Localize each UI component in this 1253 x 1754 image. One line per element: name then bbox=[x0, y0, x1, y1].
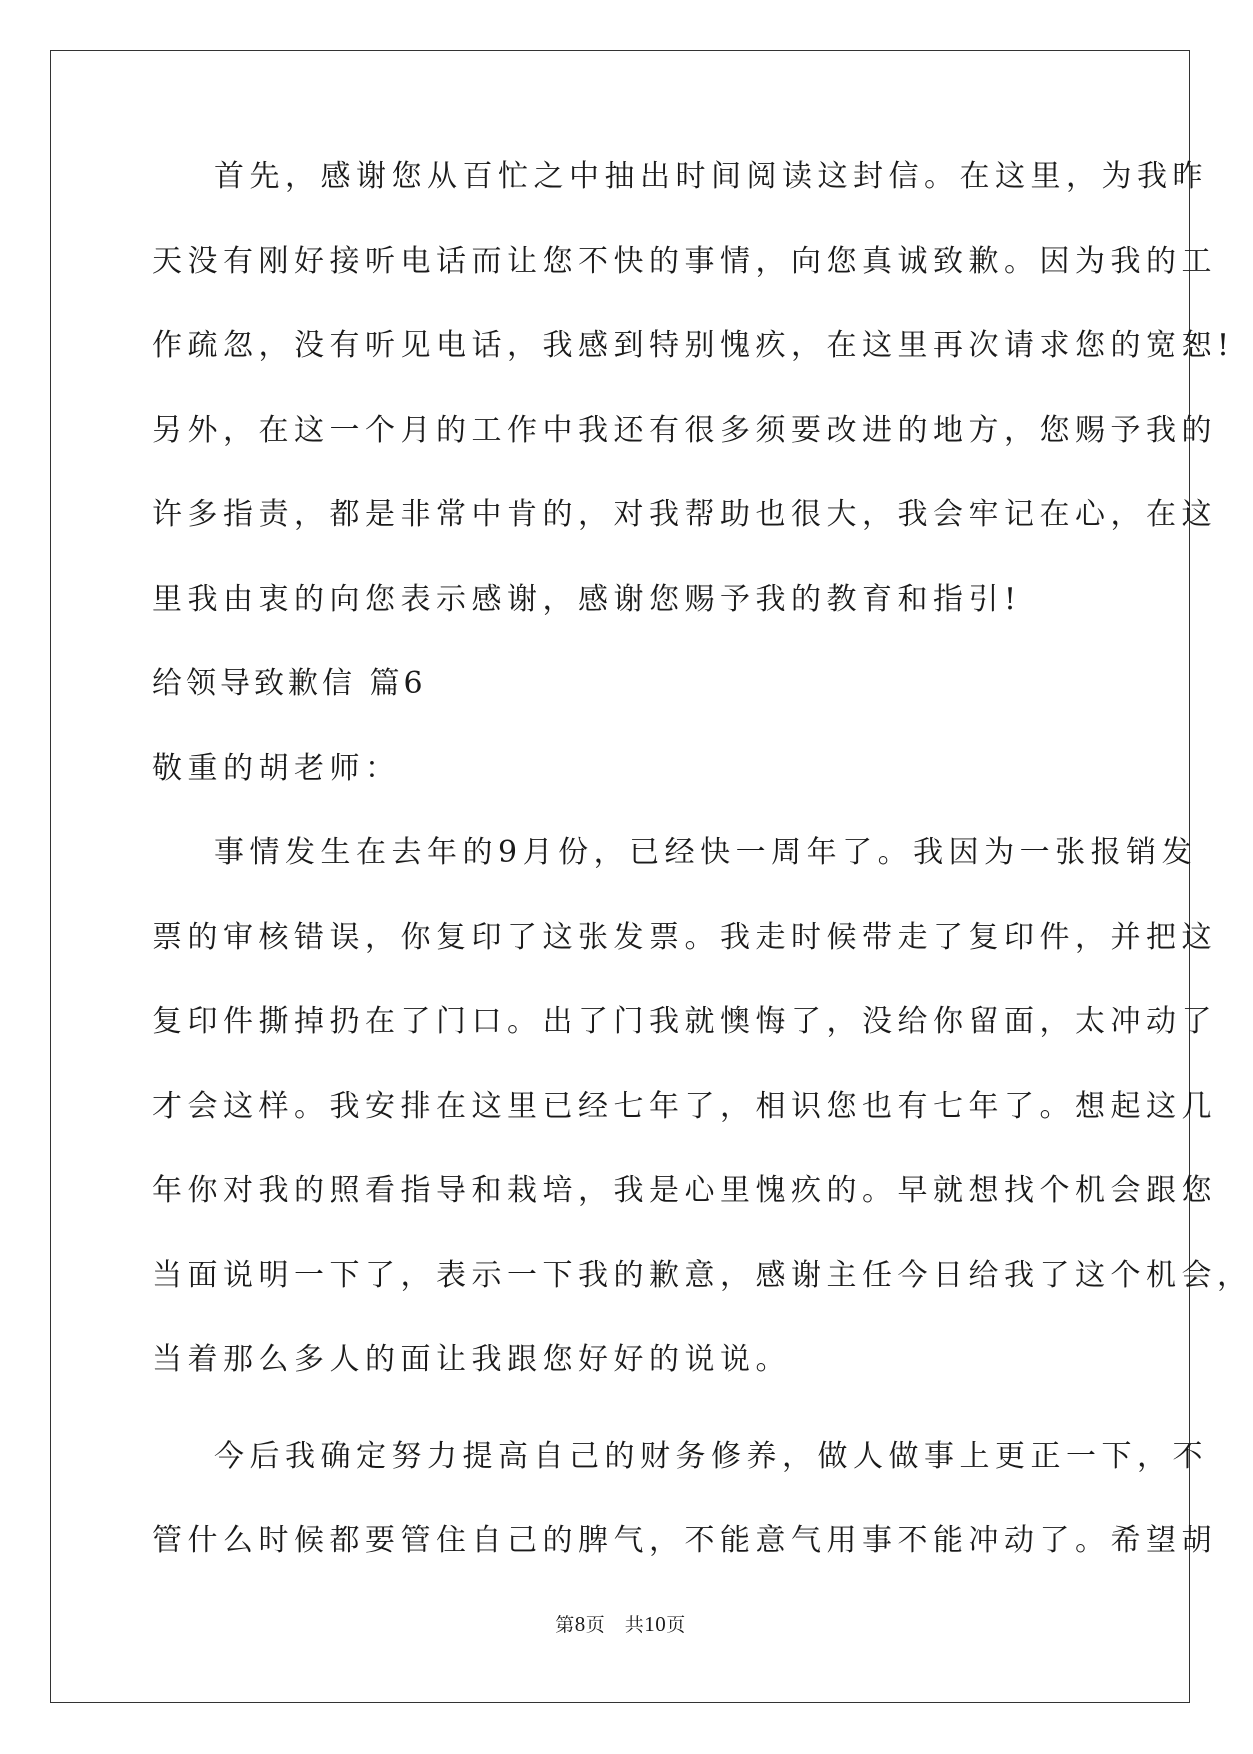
paragraph-line: 里我由衷的向您表示感谢，感谢您赐予我的教育和指引! bbox=[152, 581, 1022, 617]
paragraph-line: 年你对我的照看指导和栽培，我是心里愧疚的。早就想找个机会跟您 bbox=[152, 1173, 1217, 1208]
paragraph-line: 当着那么多人的面让我跟您好好的说说。 bbox=[152, 1342, 791, 1377]
paragraph-line: 票的审核错误，你复印了这张发票。我走时候带走了复印件，并把这 bbox=[152, 919, 1217, 955]
paragraph-line: 作疏忽，没有听见电话，我感到特别愧疚，在这里再次请求您的宽恕! bbox=[152, 328, 1235, 363]
document-body bbox=[152, 155, 1253, 1604]
paragraph-line: 天没有刚好接听电话而让您不快的事情，向您真诚致歉。因为我的工 bbox=[152, 243, 1217, 279]
paragraph-line: 才会这样。我安排在这里已经七年了，相识您也有七年了。想起这几 bbox=[152, 1088, 1217, 1124]
paragraph-line: 许多指责，都是非常中肯的，对我帮助也很大，我会牢记在心，在这 bbox=[152, 497, 1217, 532]
page-footer bbox=[0, 1612, 1241, 1637]
paragraph-line: 事情发生在去年的9月份，已经快一周年了。我因为一张报销发 bbox=[214, 835, 1198, 870]
current-page-number: 8 bbox=[574, 1612, 586, 1636]
salutation: 敬重的胡老师： bbox=[152, 750, 401, 786]
page-number-separator: 页 共 bbox=[585, 1614, 645, 1636]
paragraph-line: 今后我确定努力提高自己的财务修养，做人做事上更正一下，不 bbox=[214, 1438, 1208, 1474]
page-number-suffix: 页 bbox=[666, 1614, 686, 1636]
page-number-prefix: 第 bbox=[555, 1614, 575, 1636]
total-page-number: 10 bbox=[644, 1612, 667, 1636]
paragraph-line: 另外，在这一个月的工作中我还有很多须要改进的地方，您赐予我的 bbox=[152, 412, 1217, 448]
paragraph-line: 复印件撕掉扔在了门口。出了门我就懊悔了，没给你留面，太冲动了 bbox=[152, 1004, 1217, 1039]
paragraph-line: 首先，感谢您从百忙之中抽出时间阅读这封信。在这里，为我昨 bbox=[214, 159, 1208, 194]
section-heading: 给领导致歉信 篇6 bbox=[152, 666, 427, 701]
paragraph-line: 当面说明一下了，表示一下我的歉意，感谢主任今日给我了这个机会， bbox=[152, 1257, 1253, 1293]
paragraph-line: 管什么时候都要管住自己的脾气，不能意气用事不能冲动了。希望胡 bbox=[152, 1523, 1217, 1558]
